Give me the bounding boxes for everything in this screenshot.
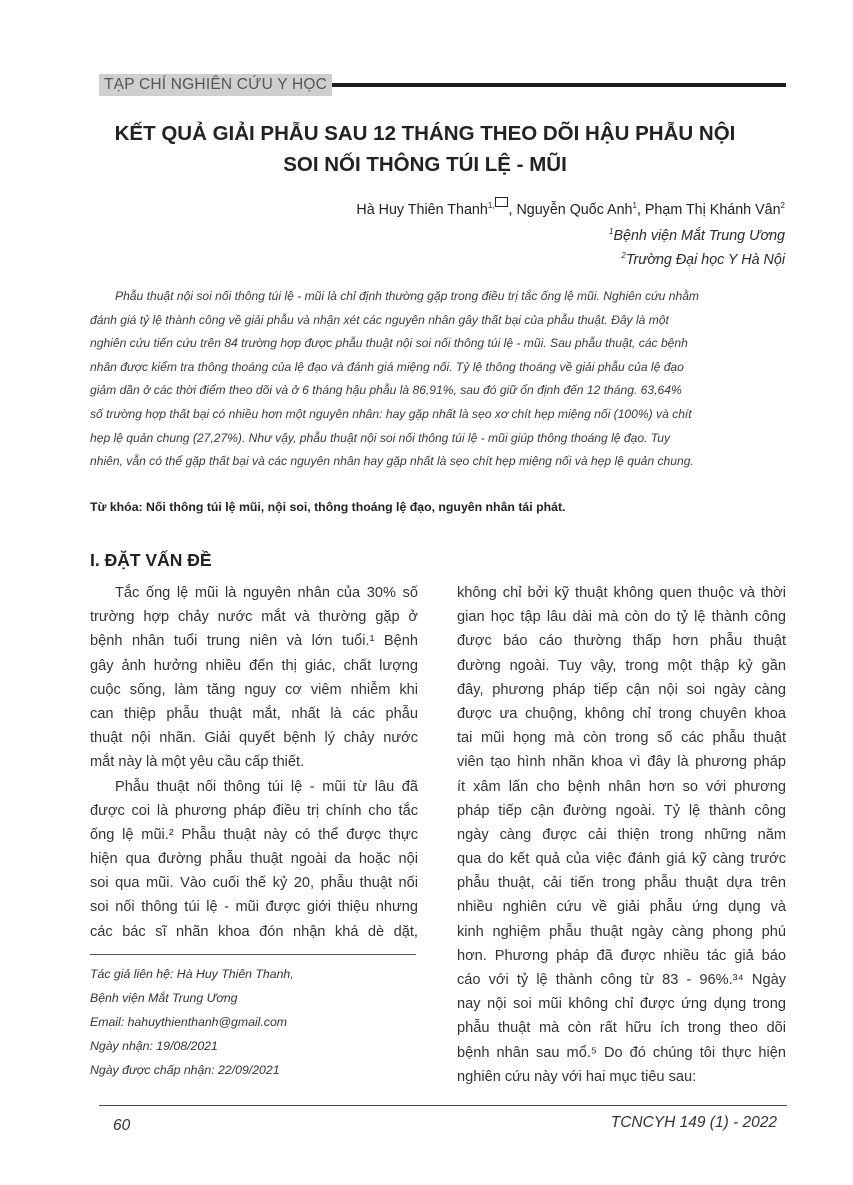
paragraph-line: viên tạo hình nhãn khoa vì đây là phương pháp: [457, 754, 786, 771]
article-title: [80, 118, 770, 180]
author-separator: ,: [636, 201, 645, 218]
paragraph-line: Tắc ống lệ mũi là nguyên nhân của 30% số: [115, 585, 418, 601]
paragraph-line: đường ngoài. Tuy vậy, trong một thập kỷ gần: [457, 657, 786, 674]
abstract-line: đánh giá tỷ lệ thành công về giải phẫu và nhận xét các nguyên nhân gây thất bại của phẫu thuật. Đây là một: [90, 312, 669, 327]
paragraph-line: được coi là phương pháp điều trị chính cho tắc: [90, 802, 418, 819]
abstract-line: số trường hợp thất bại có nhiều hơn một nguyên nhân: hay gặp nhất là sẹo xơ chít hẹp miệng nối (100%) và chít: [90, 406, 692, 421]
author-name: Nguyễn Quốc Anh: [516, 201, 633, 218]
keywords: Từ khóa: Nối thông túi lệ mũi, nội soi, thông thoáng lệ đạo, nguyên nhân tái phát.: [90, 500, 566, 514]
paragraph-line: kinh nghiệm phẫu thuật ngày càng phong phú: [457, 923, 786, 940]
author-list: [356, 201, 785, 218]
right-column: [457, 581, 786, 1089]
abstract: [90, 285, 785, 474]
paragraph-line: không chỉ bởi kỹ thuật không quen thuộc và thời: [457, 585, 786, 601]
article-title-line-1: KẾT QUẢ GIẢI PHẪU SAU 12 THÁNG THEO DÕI HẬU PHẪU NỘI: [114, 122, 736, 145]
abstract-line: giảm dần ở các thời điểm theo dõi và ở 6 tháng hậu phẫu là 86,91%, sau đó giữ ổn định đến 12 tháng. 63,64%: [90, 383, 682, 398]
paragraph-line: ít xâm lấn cho bệnh nhân hơn so với phương: [457, 778, 786, 795]
section-heading: I. ĐẶT VẤN ĐỀ: [90, 550, 212, 570]
affiliation-text: Trường Đại học Y Hà Nội: [625, 251, 785, 268]
paragraph-line: nhiều nghiên cứu về giải phẫu ứng dụng và: [457, 899, 786, 916]
paragraph-line: qua do kết quả của việc đánh giá kỹ càng trước: [457, 851, 786, 868]
paragraph-line: trường hợp chảy nước mắt và thường gặp ở: [90, 609, 418, 626]
paragraph-line: các bác sĩ nhãn khoa đón nhận khá dè dặt,: [90, 923, 418, 940]
header-rule: [332, 83, 786, 87]
author-separator: ,: [508, 201, 517, 218]
paragraph-line: cáo với tỷ lệ thành công từ 83 - 96%.³⁴ Ngày: [457, 972, 786, 988]
paragraph-line: thuật nội nhãn. Giải quyết bệnh lý chảy nước: [90, 730, 418, 747]
paragraph-line: được ưa chuộng, không chỉ trong chuyên khoa: [457, 705, 786, 722]
journal-header-title: TẠP CHÍ NGHIÊN CỨU Y HỌC: [104, 76, 328, 93]
footnote-line: Ngày nhận: 19/08/2021: [90, 1039, 218, 1053]
author-name: Hà Huy Thiên Thanh: [356, 201, 488, 218]
abstract-line: nghiên cứu tiến cứu trên 84 trường hợp được phẫu thuật nội soi nối thông túi lệ - mũi. Sau phẫu thuật, các bệnh: [90, 336, 688, 351]
paragraph-line: nghiên cứu này với hai mục tiêu sau:: [457, 1068, 697, 1085]
paragraph-line: hơn. Phương pháp đã được nhiều tác giả báo: [457, 947, 786, 964]
author-affiliation-mark: 1: [632, 201, 637, 210]
paragraph-line: Phẫu thuật nối thông túi lệ - mũi từ lâu đã: [115, 778, 418, 795]
paragraph-line: pháp tiếp cận đường ngoài. Tỷ lệ thành công: [457, 802, 786, 819]
affiliation-mark: 2: [621, 251, 626, 260]
page-number: 60: [113, 1117, 131, 1134]
abstract-line: Phẫu thuật nội soi nối thông túi lệ - mũi là chỉ định thường gặp trong điều trị tắc ống lệ mũi. Nghiên cứu nhằm: [115, 289, 700, 303]
envelope-icon: [495, 197, 508, 207]
affiliation-2: [621, 251, 785, 268]
paragraph-line: phẫu thuật, cải tiến trong phẫu thuật dựa trên: [457, 875, 786, 892]
author-affiliation-mark: 2: [780, 201, 785, 210]
paragraph-line: gây ảnh hưởng nhiều đến thị giác, chất lượng: [90, 657, 418, 674]
author-name: Phạm Thị Khánh Vân: [644, 201, 781, 218]
paragraph-line: bệnh nhân tuổi trung niên và lớn tuổi.¹ Bệnh: [90, 633, 418, 650]
paragraph-line: soi qua mũi. Vào cuối thế kỷ 20, phẫu thuật nối: [90, 875, 418, 892]
paragraph-line: cuộc sống, làm tăng nguy cơ viêm nhiễm khi: [90, 681, 418, 698]
paragraph-line: nay nội soi mũi không chỉ được ứng dụng trong: [457, 996, 786, 1013]
paragraph-line: soi nối thông túi lệ - mũi được giới thiệu nhưng: [90, 899, 418, 916]
paragraph-line: phẫu thuật mà còn rất hữu ích trong theo dõi: [457, 1020, 786, 1037]
article-title-line-2: SOI NỐI THÔNG TÚI LỆ - MŨI: [283, 153, 567, 176]
footnote-line: Ngày được chấp nhận: 22/09/2021: [90, 1063, 280, 1077]
paragraph-line: ống lệ mũi.² Phẫu thuật này có thể được thực: [90, 826, 418, 843]
footnote-line: Tác giả liên hệ: Hà Huy Thiên Thanh,: [90, 967, 294, 981]
footer-rule: [99, 1105, 787, 1106]
footnote-line: Bệnh viện Mắt Trung Ương: [90, 991, 238, 1005]
author-affiliation-mark: 1,: [487, 201, 495, 210]
abstract-line: hẹp lệ quản chung (27,27%). Như vậy, phẫu thuật nội soi nối thông túi lệ - mũi giúp thông thoáng lệ đạo. Tuy: [90, 430, 671, 445]
paragraph-line: đây, phương pháp tiếp cận nội soi ngày càng: [457, 681, 786, 698]
journal-reference: TCNCYH 149 (1) - 2022: [610, 1114, 777, 1131]
abstract-line: nhân được kiểm tra thông thoáng của lệ đạo và đánh giá miệng nối. Tỷ lệ thông thoáng về giải phẫu của lệ đạo: [90, 359, 684, 374]
paragraph-line: tai mũi họng mà còn trong số các phẫu thuật: [457, 730, 786, 747]
abstract-line: nhiên, vẫn có thể gặp thất bại và các nguyên nhân hay gặp nhất là sẹo chít hẹp miệng nối và hẹp lệ quản chung.: [90, 454, 694, 469]
paragraph-line: mắt này là một yêu cầu cấp thiết.: [90, 754, 305, 771]
paragraph-line: ngày càng được cải thiện trong những năm: [457, 826, 786, 843]
footnote: [90, 962, 294, 1082]
paragraph-line: gian học tập lâu dài mà còn do tỷ lệ thành công: [457, 609, 786, 626]
paragraph-line: can thiệp phẫu thuật mắt, nhất là các phẫu: [90, 705, 418, 722]
paragraph-line: hiện qua đường phẫu thuật ngoài da hoặc nội: [90, 851, 418, 868]
affiliation-1: [609, 227, 785, 244]
paragraph-line: được báo cáo thường thấp hơn phẫu thuật: [457, 633, 786, 650]
affiliation-text: Bệnh viện Mắt Trung Ương: [613, 227, 785, 244]
paragraph-line: bệnh nhân sau mổ.⁵ Do đó chúng tôi thực hiện: [457, 1044, 786, 1061]
affiliation-mark: 1: [609, 227, 614, 236]
left-column: [90, 581, 418, 944]
footnote-email: Email: hahuythienthanh@gmail.com: [90, 1015, 288, 1029]
footnote-rule: [90, 954, 416, 955]
